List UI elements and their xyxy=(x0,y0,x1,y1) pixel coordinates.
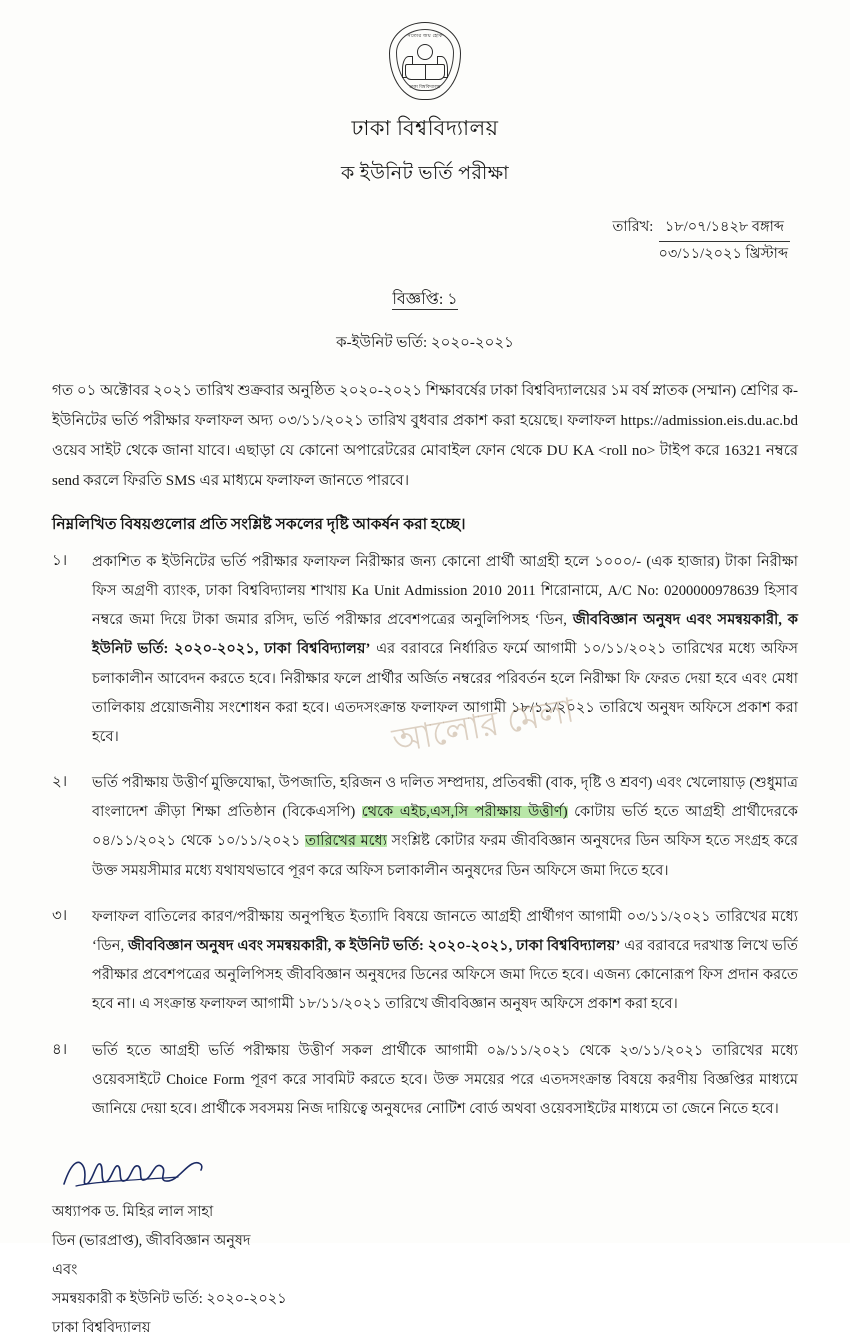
signer-name: অধ্যাপক ড. মিহির লাল সাহা xyxy=(52,1204,214,1221)
list-item xyxy=(52,1037,798,1125)
notice-items-list xyxy=(52,548,798,1124)
signer-conjunction: এবং xyxy=(52,1262,78,1279)
bengali-date: ১৮/০৭/১৪২৮ বঙ্গাব্দ xyxy=(659,215,790,242)
list-item xyxy=(52,548,798,752)
watermark: আলোর মেলা xyxy=(389,692,578,761)
list-item xyxy=(52,769,798,886)
university-name: ঢাকা বিশ্ববিদ্যালয় xyxy=(351,116,499,140)
item-number: ২। xyxy=(52,774,68,791)
notice-number-text: বিজ্ঞপ্তি: ১ xyxy=(392,290,458,308)
signer-role: সমন্বয়কারী ক ইউনিট ভর্তি: ২০২০-২০২১ xyxy=(52,1291,287,1308)
item-number: ৪। xyxy=(52,1041,68,1058)
crest-top-band-text: সত্যের জয় হোক xyxy=(407,34,443,39)
date-label: তারিখ: xyxy=(612,219,654,235)
date-block xyxy=(52,215,798,268)
gregorian-date: ০৩/১১/২০২১ খ্রিস্টাব্দ xyxy=(658,246,788,263)
intro-paragraph: গত ০১ অক্টোবর ২০২১ তারিখ শুক্রবার অনুষ্ঠিত ২০২০-২০২১ শিক্ষাবর্ষের ঢাকা বিশ্ববিদ্যালয়ের ১ম বর্ষ স্নাতক (সম্মান) শ্রেণির ক-ইউনিটের ভর্তি পরীক্ষার ফলাফল অদ্য ০৩/১১/২০২১ তারিখ বুধবার প্রকাশ করা হয়েছে। ফলাফল https://admission.eis.du.ac.bd ওয়েব সাইট থেকে জানা যাবে। এছাড়া যে কোনো অপারেটরের মোবাইল ফোন থেকে DU KA <roll no> টাইপ করে 16321 নম্বরে send করলে ফিরতি SMS এর মাধ্যমে ফলাফল জানতে পারবে। xyxy=(52,382,798,489)
signer-designation: ডিন (ভারপ্রাপ্ত), জীববিজ্ঞান অনুষদ xyxy=(52,1233,251,1250)
signature-block xyxy=(52,1150,798,1343)
list-item xyxy=(52,903,798,1020)
unit-subtitle: ক-ইউনিট ভর্তি: ২০২০-২০২১ xyxy=(336,334,514,351)
crest-bottom-band-text: ঢাকা বিশ্ববিদ্যালয় xyxy=(409,84,441,89)
notice-number xyxy=(52,286,798,313)
item-body: ফলাফল বাতিলের কারণ/পরীক্ষায় অনুপস্থিত ইত্যাদি বিষয়ে জানতে আগ্রহী প্রার্থীগণ আগামী ০৩/১১/২০২১ তারিখের মধ্যে ‘ডিন, জীববিজ্ঞান অনুষদ এবং সমন্বয়কারী, ক ইউনিট ভর্তি: ২০২০-২০২১, ঢাকা বিশ্ববিদ্যালয়’ এর বরাবরে দরখাস্ত লিখে ভর্তি পরীক্ষার প্রবেশপত্রের অনুলিপিসহ জীববিজ্ঞান অনুষদের ডিনের অফিসে জমা দিতে হবে। এজন্য কোনোরূপ ফিস প্রদান করতে হবে না। এ সংক্রান্ত ফলাফল আগামী ১৮/১১/২০২১ তারিখে জীববিজ্ঞান অনুষদ অফিসে প্রকাশ করা হবে। xyxy=(92,908,798,1013)
logo-container xyxy=(52,22,798,100)
item-body: ভর্তি পরীক্ষায় উত্তীর্ণ মুক্তিযোদ্ধা, উপজাতি, হরিজন ও দলিত সম্প্রদায়, প্রতিবন্ধী (বাক, দৃষ্টি ও শ্রবণ) এবং খেলোয়াড় (শুধুমাত্র বাংলাদেশ ক্রীড়া শিক্ষা প্রতিষ্ঠান (বিকেএসপি) থেকে এইচ,এস,সি পরীক্ষায় উত্তীর্ণ) কোটায় ভর্তি হতে আগ্রহী প্রার্থীদেরকে ০৪/১১/২০২১ থেকে ১০/১১/২০২১ তারিখের মধ্যে সংশ্লিষ্ট কোটার ফরম জীববিজ্ঞান অনুষদের ডিন অফিস হতে সংগ্রহ করে উক্ত সময়সীমার মধ্যে যথাযথভাবে পূরণ করে অফিস চলাকালীন অনুষদের ডিন অফিসে জমা দিতে হবে। xyxy=(92,775,799,879)
university-crest-icon xyxy=(389,22,461,100)
signer-institution: ঢাকা বিশ্ববিদ্যালয় xyxy=(52,1320,151,1337)
item-number: ৩। xyxy=(52,907,68,924)
item-body: ভর্তি হতে আগ্রহী ভর্তি পরীক্ষায় উত্তীর্ণ সকল প্রার্থীকে আগামী ০৯/১১/২০২১ থেকে ২৩/১১/২০২১ তারিখের মধ্যে ওয়েবসাইটে Choice Form পূরণ করে সাবমিট করতে হবে। উক্ত সময়ের পরে এতদসংক্রান্ত বিষয়ে করণীয় বিজ্ঞপ্তির মাধ্যমে জানিয়ে দেয়া হবে। প্রার্থীকে সবসময় নিজ দায়িত্বে অনুষদের নোটিশ বোর্ড অথবা ওয়েবসাইটের মাধ্যমে তা জেনে নিতে হবে। xyxy=(92,1042,798,1117)
item-number: ১। xyxy=(52,552,68,569)
exam-name: ক ইউনিট ভর্তি পরীক্ষা xyxy=(340,163,510,184)
handwritten-signature-icon xyxy=(58,1150,208,1192)
attention-line: নিম্নলিখিত বিষয়গুলোর প্রতি সংশ্লিষ্ট সকলের দৃষ্টি আকর্ষন করা হচ্ছে। xyxy=(52,515,466,533)
item-body: প্রকাশিত ক ইউনিটের ভর্তি পরীক্ষার ফলাফল নিরীক্ষার জন্য কোনো প্রার্থী আগ্রহী হলে ১০০০/- (এক হাজার) টাকা নিরীক্ষা ফিস অগ্রণী ব্যাংক, ঢাকা বিশ্ববিদ্যালয় শাখায় Ka Unit Admission 2010 2011 শিরোনামে, A/C No: 0200000978639 হিসাব নম্বরে জমা দিয়ে টাকা জমার রসিদ, ভর্তি পরীক্ষার প্রবেশপত্রের অনুলিপিসহ ‘ডিন, জীববিজ্ঞান অনুষদ এবং সমন্বয়কারী, ক ইউনিট ভর্তি: ২০২০-২০২১, ঢাকা বিশ্ববিদ্যালয়’ এর বরাবরে নির্ধারিত ফর্মে আগামী ১০/১১/২০২১ তারিখের মধ্যে অফিস চলাকালীন আবেদন করতে হবে। নিরীক্ষার ফলে প্রার্থীর অর্জিত নম্বরের পরিবর্তন হলে নিরীক্ষা ফি ফেরত দেয়া হবে এবং মেধা তালিকায় প্রয়োজনীয় সংশোধন করা হবে। এতদসংক্রান্ত ফলাফল আগামী ১৮/১১/২০২১ তারিখে অনুষদ অফিসে প্রকাশ করা হবে। xyxy=(92,553,799,745)
